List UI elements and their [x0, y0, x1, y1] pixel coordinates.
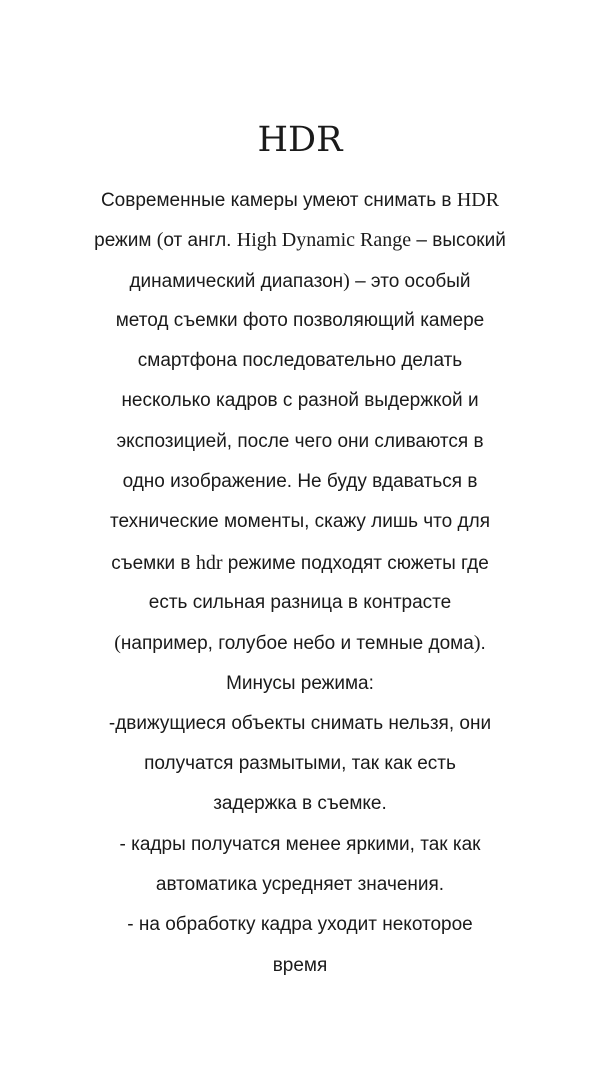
text-run: Современные камеры умеют снимать в	[100, 190, 457, 211]
text-run: -движущиеся объекты снимать нельзя, они	[108, 712, 492, 734]
text-line	[60, 301, 540, 341]
text-run: одно изображение. Не буду вдаваться в	[122, 471, 478, 493]
body-text	[60, 180, 540, 986]
page-title: HDR	[257, 120, 343, 160]
text-run: получатся размытыми, так как есть	[144, 753, 456, 775]
text-line	[60, 704, 540, 744]
text-run: режиме подходят сюжеты где	[222, 552, 489, 574]
text-run: есть сильная разница в контрасте	[148, 591, 452, 613]
text-run: - кадры получатся менее яркими, так как	[119, 833, 481, 855]
text-run: время	[272, 954, 328, 976]
text-run: технические моменты, скажу лишь что для	[110, 511, 490, 533]
text-line	[60, 865, 540, 905]
text-line	[60, 543, 540, 583]
text-line	[60, 422, 540, 462]
text-run: от англ.	[163, 230, 237, 252]
text-line	[60, 623, 540, 663]
text-line	[60, 261, 540, 301]
text-run: экспозицией, после чего они сливаются в	[116, 430, 484, 452]
text-line	[60, 784, 540, 824]
text-run: Минусы режима:	[226, 672, 374, 694]
text-line	[60, 825, 540, 865]
text-line	[60, 220, 540, 260]
text-run: метод съемки фото позволяющий камере	[115, 309, 485, 331]
text-run: .	[480, 633, 486, 655]
text-run: автоматика усредняет значения.	[155, 874, 445, 896]
latin-text-run: High Dynamic Range	[236, 229, 412, 252]
text-line	[60, 744, 540, 784]
text-line	[60, 946, 540, 986]
latin-text-run: HDR	[456, 189, 500, 211]
latin-text-run: (	[156, 229, 164, 252]
text-run: съемки в	[111, 552, 196, 574]
text-run: смартфона последовательно делать	[137, 350, 463, 372]
text-line	[60, 341, 540, 381]
text-line	[60, 583, 540, 623]
latin-text-run: (	[114, 632, 121, 655]
text-run: динамический диапазон	[129, 270, 344, 292]
text-run: – это особый	[349, 270, 471, 292]
text-line	[60, 462, 540, 502]
text-run: – высокий	[411, 230, 506, 252]
text-run: например, голубое небо и темные дома	[120, 633, 474, 655]
text-run: несколько кадров с разной выдержкой и	[121, 390, 479, 412]
latin-text-run: )	[473, 632, 481, 655]
text-run: задержка в съемке.	[213, 793, 387, 815]
text-line	[60, 905, 540, 945]
text-line	[60, 381, 540, 421]
text-line	[60, 502, 540, 542]
text-line	[60, 664, 540, 704]
text-run: - на обработку кадра уходит некоторое	[127, 914, 473, 936]
latin-text-run: )	[343, 269, 350, 292]
latin-text-run: hdr	[195, 551, 223, 574]
text-line	[60, 180, 540, 220]
text-run: режим	[94, 230, 157, 252]
